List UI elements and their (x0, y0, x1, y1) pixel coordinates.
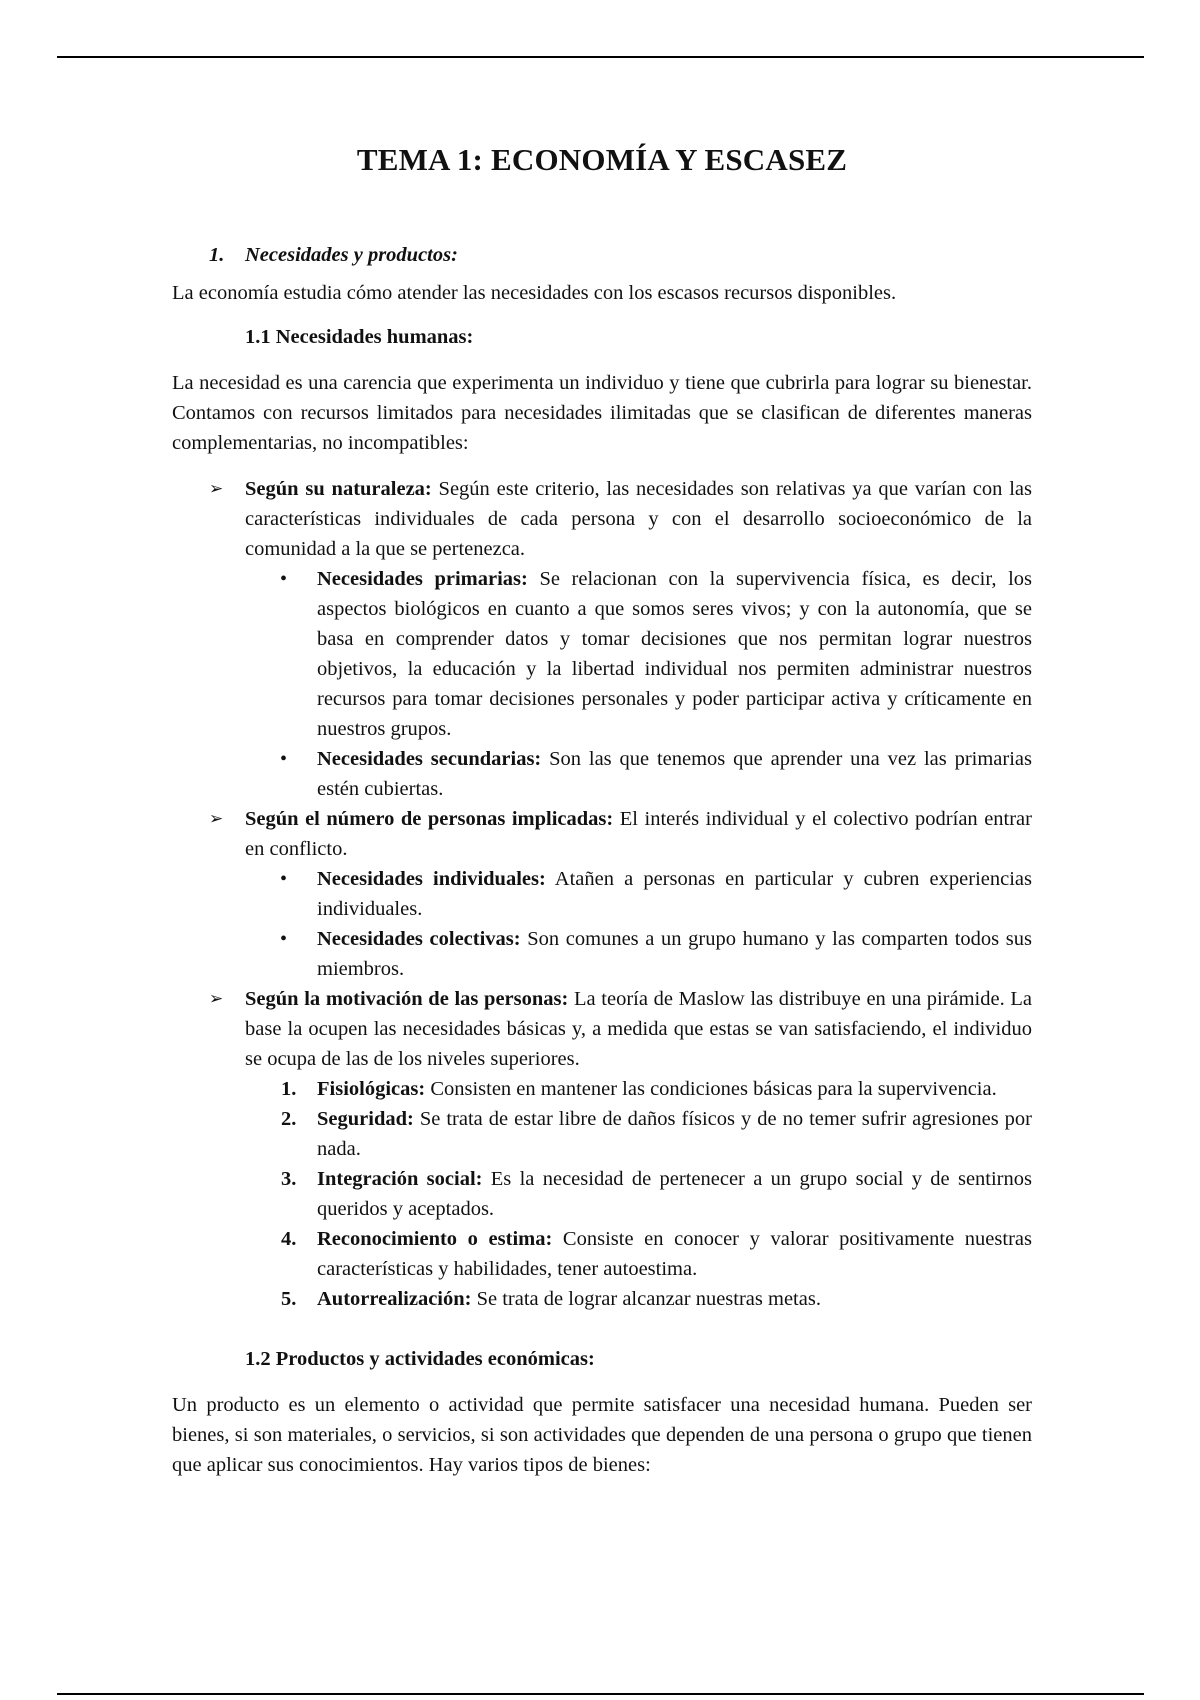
page-title: TEMA 1: ECONOMÍA Y ESCASEZ (356, 142, 848, 177)
arrow-bullet-icon: ➢ (209, 989, 224, 1008)
item-label: Reconocimiento o estima: (317, 1228, 553, 1250)
item-text: Atañen a personas en particular y cubren experiencias individuales. (317, 868, 1032, 920)
bullet-icon: • (280, 748, 288, 770)
top-rule (57, 56, 1144, 58)
arrow-bullet-icon: ➢ (209, 479, 224, 498)
list-item-individuales (280, 864, 1032, 924)
item-text: Son las que tenemos que aprender una vez las primarias estén cubiertas. (317, 748, 1032, 800)
list-item-motivacion (209, 984, 1032, 1074)
item-number: 4. (281, 1228, 297, 1250)
item-text: Consisten en mantener las condiciones básicas para la supervivencia. (425, 1078, 997, 1100)
item-label: Necesidades secundarias: (317, 748, 542, 770)
list-item-secundarias (280, 744, 1032, 804)
bottom-rule (57, 1693, 1144, 1695)
item-number: 2. (281, 1108, 297, 1130)
item-number: 3. (281, 1168, 297, 1190)
item-label: Según su naturaleza: (245, 478, 432, 500)
paragraph-producto: Un producto es un elemento o actividad que permite satisfacer una necesidad humana. Pueden ser bienes, si son materiales, o servicios, si son actividades que dependen de una persona o grupo que tienen que aplicar sus conocimientos. Hay varios tipos de bienes: (172, 1394, 1032, 1476)
classification-list (172, 474, 1032, 1314)
item-text: Consiste en conocer y valorar positivamente nuestras características y habilidades, tener autoestima. (317, 1228, 1032, 1280)
item-text: Son comunes a un grupo humano y las comparten todos sus miembros. (317, 928, 1032, 980)
item-label: Según la motivación de las personas: (245, 988, 569, 1010)
item-text: Se relacionan con la supervivencia física, es decir, los aspectos biológicos en cuanto a que somos seres vivos; y con la autonomía, que se basa en comprender datos y tomar decisiones que nos permitan lograr nuestros objetivos, la educación y la libertad individual nos permiten administrar nuestros recursos para tomar decisiones personales y poder participar activa y críticamente en nuestros grupos. (317, 568, 1032, 740)
item-text: Es la necesidad de pertenecer a un grupo social y de sentirnos queridos y aceptados. (317, 1168, 1032, 1220)
maslow-item-5 (281, 1284, 1032, 1314)
subsection-heading-1-1: 1.1 Necesidades humanas: (245, 326, 474, 348)
maslow-item-3 (281, 1164, 1032, 1224)
maslow-item-4 (281, 1224, 1032, 1284)
item-label: Necesidades individuales: (317, 868, 546, 890)
section-intro: La economía estudia cómo atender las necesidades con los escasos recursos disponibles. (172, 282, 897, 304)
item-label: Según el número de personas implicadas: (245, 808, 614, 830)
section-title: Necesidades y productos: (245, 244, 458, 266)
item-text: Según este criterio, las necesidades son relativas ya que varían con las características individuales de cada persona y con el desarrollo socioeconómico de la comunidad a la que se pertenezca. (245, 478, 1032, 560)
bullet-icon: • (280, 568, 288, 590)
list-item-personas (209, 804, 1032, 864)
bullet-icon: • (280, 868, 288, 890)
section-number: 1. (209, 244, 225, 266)
item-number: 5. (281, 1288, 297, 1310)
list-item-naturaleza (209, 474, 1032, 564)
item-label: Necesidades colectivas: (317, 928, 521, 950)
paragraph-necesidad: La necesidad es una carencia que experimenta un individuo y tiene que cubrirla para lograr su bienestar. Contamos con recursos limitados para necesidades ilimitadas que se clasifican de diferentes maneras complementarias, no incompatibles: (172, 372, 1032, 454)
list-item-colectivas (280, 924, 1032, 984)
arrow-bullet-icon: ➢ (209, 809, 224, 828)
item-label: Autorrealización: (317, 1288, 472, 1310)
item-label: Necesidades primarias: (317, 568, 528, 590)
item-label: Seguridad: (317, 1108, 414, 1130)
list-item-primarias (280, 564, 1032, 744)
item-label: Fisiológicas: (317, 1078, 426, 1100)
item-text: Se trata de estar libre de daños físicos y de no temer sufrir agresiones por nada. (317, 1108, 1032, 1160)
item-label: Integración social: (317, 1168, 483, 1190)
section-heading (209, 240, 1032, 270)
item-number: 1. (281, 1078, 297, 1100)
maslow-item-2 (281, 1104, 1032, 1164)
maslow-item-1 (281, 1074, 1032, 1104)
subsection-heading-1-2: 1.2 Productos y actividades económicas: (245, 1348, 595, 1370)
document-body (172, 140, 1032, 1480)
item-text: La teoría de Maslow las distribuye en una pirámide. La base la ocupen las necesidades básicas y, a medida que estas se van satisfaciendo, el individuo se ocupa de las de los niveles superiores. (245, 988, 1032, 1070)
item-text: El interés individual y el colectivo podrían entrar en conflicto. (245, 808, 1032, 860)
bullet-icon: • (280, 928, 288, 950)
item-text: Se trata de lograr alcanzar nuestras metas. (471, 1288, 821, 1310)
